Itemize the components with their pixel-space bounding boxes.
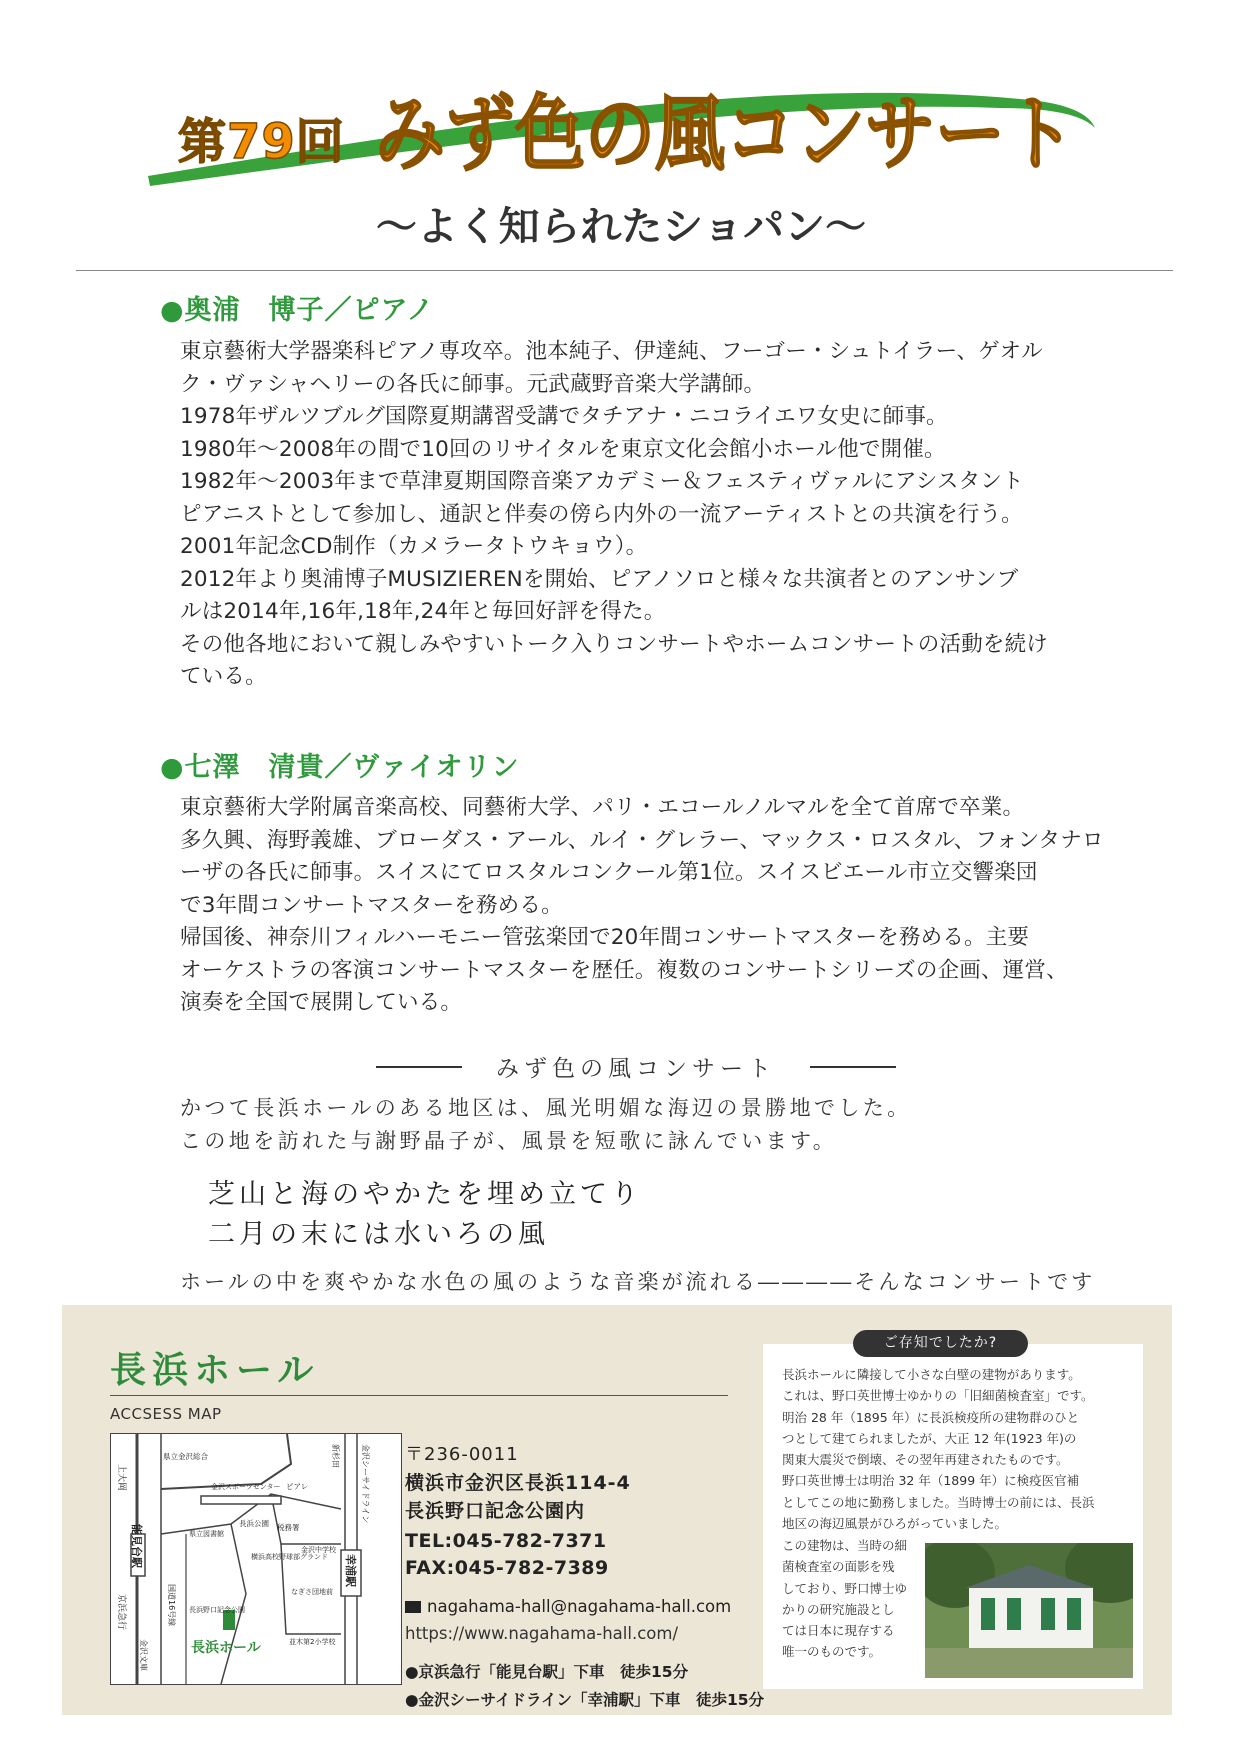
access-map [110, 1433, 402, 1685]
info-line: 野口英世博士は明治 32 年（1899 年）に検疫医官補 [782, 1473, 1080, 1489]
bio-line: 1978年ザルツブルグ国際夏期講習受講でタチアナ・ニコライエワ女史に師事。 [180, 404, 948, 429]
about-line-1: かつて長浜ホールのある地区は、風光明媚な海辺の景勝地でした。 [180, 1096, 912, 1120]
info-line: としてこの地に勤務しました。当時博士の前には、長浜 [782, 1494, 1095, 1510]
concert-title: みず色の風コンサート [375, 87, 1075, 182]
bio-line: ーザの各氏に師事。スイスにてロスタルコンクール第1位。スイスビエール市立交響楽団 [180, 860, 1038, 885]
postal-code: 〒236-0011 [405, 1444, 519, 1465]
info-line: しており、野口博士ゆ [782, 1580, 908, 1596]
map-label-tax-office: 税務署 [277, 1523, 300, 1532]
info-line: 菌検査室の面影を残 [782, 1559, 895, 1575]
heading-rule-right [810, 1066, 896, 1068]
info-line: 関東大震災で倒壊、その翌年再建されたものです。 [782, 1452, 1069, 1468]
about-line-2: この地を訪れた与謝野晶子が、風景を短歌に詠んでいます。 [180, 1129, 838, 1153]
bio-line: ピアニストとして参加し、通訳と伴奏の傍ら内外の一流アーティストとの共演を行う。 [180, 501, 1023, 527]
bio-line: その他各地において親しみやすいトーク入りコンサートやホームコンサートの活動を続け [180, 631, 1049, 657]
map-label-nagahama-park: 長浜公園 [239, 1519, 269, 1528]
tel-number: TEL:045-782-7371 [405, 1530, 607, 1552]
header-divider [76, 270, 1173, 271]
address-line-2: 長浜野口記念公園内 [405, 1500, 586, 1522]
map-label: ACCSESS MAP [110, 1405, 222, 1423]
info-line: この建物は、当時の細 [782, 1538, 908, 1553]
info-line: 長浜ホールに隣接して小さな白壁の建物があります。 [782, 1367, 1081, 1382]
access-line-2: ●金沢シーサイドライン「幸浦駅」下車 徒歩15分 [405, 1691, 765, 1709]
map-label-keikyu: 京浜急行 [116, 1594, 126, 1631]
info-line: これは、野口英世博士ゆかりの「旧細菌検査室」です。 [782, 1388, 1094, 1404]
info-line: 地区の海辺風景がひろがっていました。 [782, 1516, 1008, 1532]
bio-line: 帰国後、神奈川フィルハーモニー管弦楽団で20年間コンサートマスターを務める。主要 [180, 925, 1030, 950]
map-label-piare: ピアレ [286, 1482, 309, 1491]
building-photo [925, 1543, 1133, 1678]
bio-line: オーケストラの客演コンサートマスターを歴任。複数のコンサートシリーズの企画、運営、 [180, 957, 1068, 983]
header-graphic [0, 0, 1241, 270]
map-label-kanazawabunko: 金沢文庫 [139, 1639, 148, 1671]
map-label-yokohama-hs: 横浜高校野球部グランド [251, 1553, 328, 1561]
map-label-noukendai: 能見台駅 [130, 1524, 143, 1568]
bio-line: 1980年〜2008年の間で10回のリサイタルを東京文化会館小ホール他で開催。 [180, 436, 946, 462]
info-line: ては日本に現存する [782, 1623, 895, 1639]
map-label-namiki: 並木第2小学校 [289, 1638, 336, 1646]
bio-line: 多久興、海野義雄、ブローダス・アール、ルイ・グレラー、マックス・ロスタル、フォンタナロ [180, 827, 1104, 853]
info-line: 明治 28 年（1895 年）に長浜検疫所の建物群のひと [782, 1409, 1080, 1425]
email-text: nagahama-hall@nagahama-hall.com [427, 1597, 732, 1616]
bio-line: 2001年記念CD制作（カメラータトウキョウ）。 [180, 534, 648, 559]
hall-divider [110, 1395, 728, 1396]
info-line: 唯一のものです。 [782, 1644, 882, 1660]
performer-2-heading: ●七澤 清貴／ヴァイオリン [160, 752, 520, 783]
map-label-noguchi-park: 長浜野口記念公園 [189, 1606, 245, 1614]
map-label-nagisa: なぎさ団地前 [291, 1588, 333, 1596]
bio-line: ルは2014年,16年,18年,24年と毎回好評を得た。 [180, 599, 666, 624]
map-label-junior-hs: 金沢中学校 [301, 1546, 336, 1554]
map-label-kamiooka: 上大岡 [116, 1464, 126, 1492]
info-line: かりの研究施設とし [782, 1601, 895, 1617]
bio-line: 1982年〜2003年まで草津夏期国際音楽アカデミー＆フェスティヴァルにアシスタント [180, 469, 1024, 494]
access-line-1: ●京浜急行「能見台駅」下車 徒歩15分 [405, 1663, 689, 1681]
about-heading: みず色の風コンサート [496, 1056, 776, 1082]
performer-2-bio [180, 792, 1110, 1020]
bio-line: で3年間コンサートマスターを務める。 [180, 892, 563, 918]
performer-1-heading: ●奥浦 博子／ピアノ [160, 295, 435, 326]
concert-subtitle: 〜よく知られたショパン〜 [376, 204, 866, 250]
bio-line: ている。 [180, 664, 267, 689]
bio-line: 東京藝術大学器楽科ピアノ専攻卒。池本純子、伊達純、フーゴー・シュトイラー、ゲオル [180, 339, 1043, 364]
performer-1-bio [180, 336, 1110, 694]
email-link[interactable] [405, 1597, 731, 1616]
map-label-shinsugita: 新杉田 [331, 1444, 340, 1468]
map-hall-label: 長浜ホール [191, 1640, 261, 1656]
did-you-know-text [782, 1364, 1134, 1534]
edition-text: 第79回 [178, 114, 345, 170]
about-closing: ホールの中を爽やかな水色の風のような音楽が流れる――――そんなコンサートです [180, 1270, 1096, 1294]
info-line: つとして建てられましたが、大正 12 年(1923 年)の [782, 1430, 1077, 1446]
bio-line: 2012年より奥浦博子MUSIZIERENを開始、ピアノソロと様々な共演者とのアンサンブ [180, 566, 1019, 592]
bio-line: ク・ヴァシャヘリーの各氏に師事。元武蔵野音楽大学講師。 [180, 371, 766, 397]
bio-line: 演奏を全国で展開している。 [180, 990, 463, 1015]
bio-line: 東京藝術大学附属音楽高校、同藝術大学、パリ・エコールノルマルを全て首席で卒業。 [180, 795, 1025, 820]
hall-name: 長浜ホール [110, 1350, 320, 1391]
address-line-1: 横浜市金沢区長浜114-4 [405, 1472, 631, 1494]
map-label-seaside-line: 金沢シーサイドライン [361, 1444, 370, 1524]
map-label-sachiura: 幸浦駅 [344, 1554, 357, 1587]
map-graphic [111, 1434, 401, 1684]
map-label-library: 県立図書館 [189, 1530, 224, 1538]
did-you-know-text-2 [782, 1535, 907, 1663]
did-you-know-title: ご存知でしたか? [853, 1330, 1028, 1357]
poem-line-2: 二月の末には水いろの風 [208, 1219, 549, 1250]
map-label-route16: 国道16号線 [167, 1584, 176, 1627]
map-label-sports-center: 金沢スポーツセンター [211, 1483, 281, 1491]
envelope-icon [405, 1601, 421, 1613]
fax-number: FAX:045-782-7389 [405, 1557, 609, 1579]
website-link[interactable]: https://www.nagahama-hall.com/ [405, 1624, 678, 1643]
map-label-kenritsu: 県立金沢総合 [163, 1452, 208, 1461]
poem-line-1: 芝山と海のやかたを埋め立てり [208, 1179, 642, 1210]
